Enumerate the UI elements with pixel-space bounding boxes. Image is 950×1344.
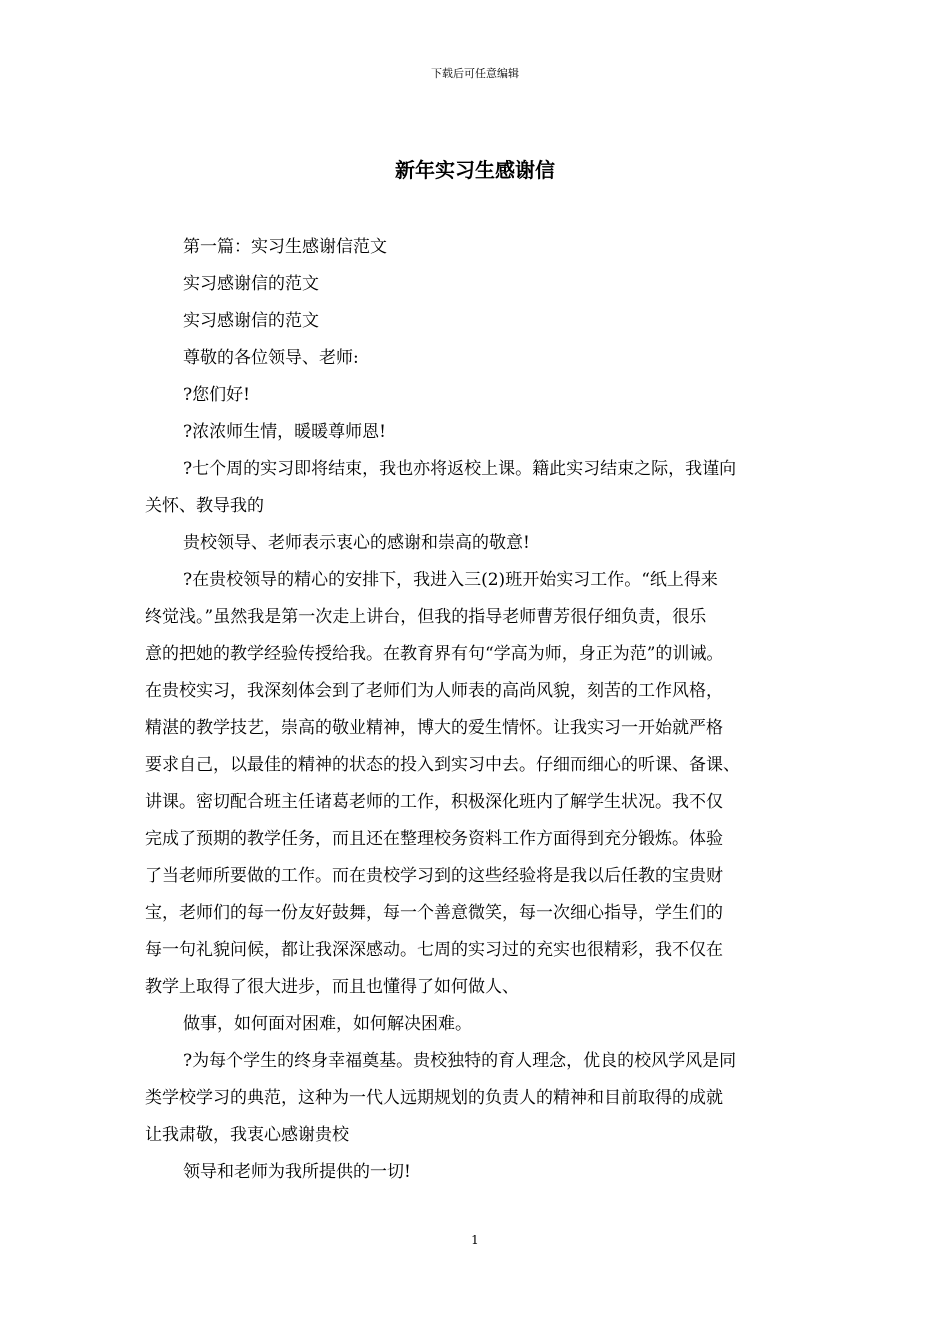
body-line: 要求自己，以最佳的精神的状态的投入到实习中去。仔细而细心的听课、备课、 xyxy=(145,755,740,775)
body-line: 让我肃敬，我衷心感谢贵校 xyxy=(145,1125,349,1145)
body-line: 每一句礼貌问候，都让我深深感动。七周的实习过的充实也很精彩，我不仅在 xyxy=(145,940,723,960)
body-line: 领导和老师为我所提供的一切! xyxy=(183,1162,411,1182)
body-line: 实习感谢信的范文 xyxy=(183,311,319,331)
body-line: 意的把她的教学经验传授给我。在教育界有句“学高为师，身正为范”的训诫。 xyxy=(145,644,724,664)
body-line: 第一篇：实习生感谢信范文 xyxy=(183,237,387,257)
body-line: 贵校领导、老师表示衷心的感谢和崇高的敬意! xyxy=(183,533,530,553)
body-line: 宝，老师们的每一份友好鼓舞，每一个善意微笑，每一次细心指导，学生们的 xyxy=(145,903,723,923)
document-title: 新年实习生感谢信 xyxy=(395,158,555,182)
body-line: 终觉浅。”虽然我是第一次走上讲台，但我的指导老师曹芳很仔细负责，很乐 xyxy=(145,607,707,627)
body-line: 教学上取得了很大进步，而且也懂得了如何做人、 xyxy=(145,977,519,997)
body-line: ?七个周的实习即将结束，我也亦将返校上课。籍此实习结束之际，我谨向 xyxy=(183,459,737,479)
body-line: 做事，如何面对困难，如何解决困难。 xyxy=(183,1014,472,1034)
page-number: 1 xyxy=(471,1233,479,1247)
body-line: ?您们好! xyxy=(183,385,250,405)
body-line: 精湛的教学技艺，崇高的敬业精神，博大的爱生情怀。让我实习一开始就严格 xyxy=(145,718,723,738)
body-line: ?在贵校领导的精心的安排下，我进入三(2)班开始实习工作。“纸上得来 xyxy=(183,570,718,590)
body-line: 了当老师所要做的工作。而在贵校学习到的这些经验将是我以后任教的宝贵财 xyxy=(145,866,723,886)
body-line: 讲课。密切配合班主任诸葛老师的工作，积极深化班内了解学生状况。我不仅 xyxy=(145,792,723,812)
body-line: 在贵校实习，我深刻体会到了老师们为人师表的高尚风貌，刻苦的工作风格， xyxy=(145,681,723,701)
document-body xyxy=(145,229,817,1191)
body-line: 完成了预期的教学任务，而且还在整理校务资料工作方面得到充分锻炼。体验 xyxy=(145,829,723,849)
body-line: ?为每个学生的终身幸福奠基。贵校独特的育人理念，优良的校风学风是同 xyxy=(183,1051,737,1071)
body-line: 尊敬的各位领导、老师: xyxy=(183,348,359,368)
body-line: 关怀、教导我的 xyxy=(145,496,264,516)
page-header: 下载后可任意编辑 xyxy=(431,67,519,80)
body-line: 类学校学习的典范，这种为一代人远期规划的负责人的精神和目前取得的成就 xyxy=(145,1088,723,1108)
body-line: 实习感谢信的范文 xyxy=(183,274,319,294)
body-line: ?浓浓师生情，暖暖尊师恩! xyxy=(183,422,386,442)
